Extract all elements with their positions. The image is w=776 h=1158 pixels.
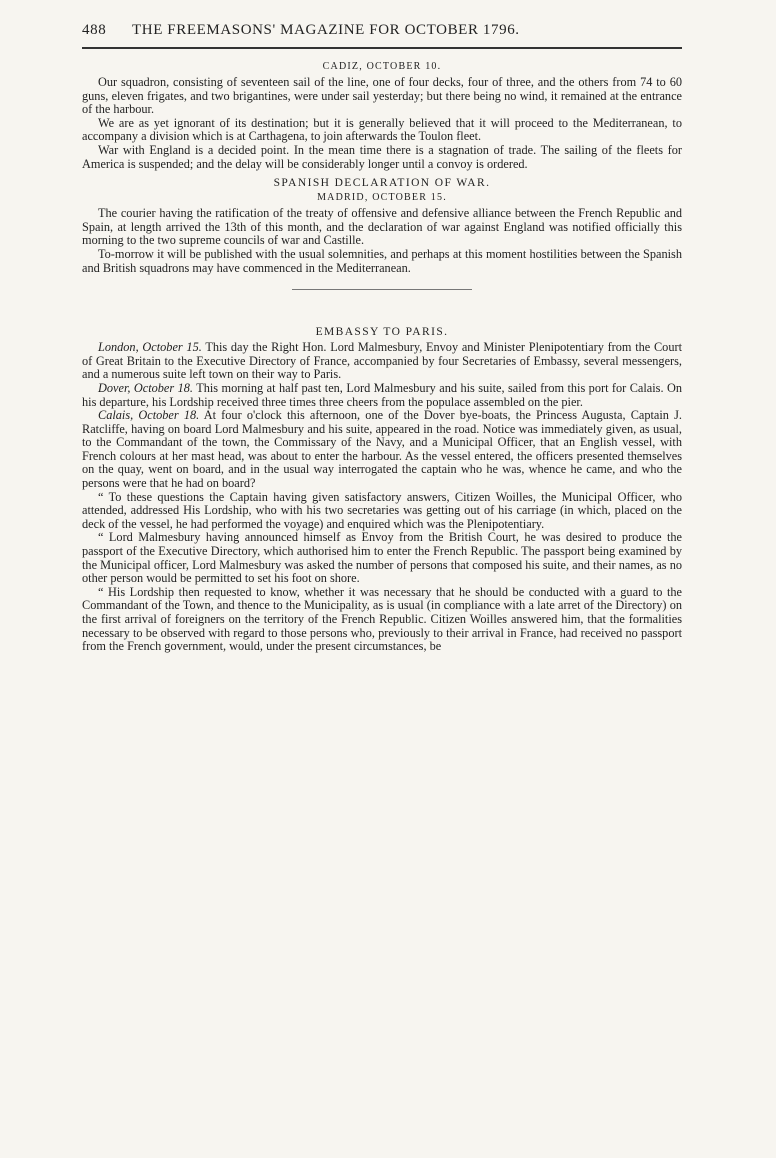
entry-text: This day the Right Hon. Lord Malmesbury, Envoy and Minister Plenipotentiary from the Court of Great Britain to the Executive Directory of France, accompanied by four Secretaries of Embassy, several messengers, and a numerous suite left town on their way to Paris. bbox=[82, 340, 682, 382]
paragraph: The courier having the ratification of the treaty of offensive and defensive alliance between the French Republic and Spain, at length arrived the 13th of this month, and the declaration of war against England was notified officially this morning to the two supreme councils of war and Castille. bbox=[82, 206, 682, 248]
paragraph: Our squadron, consisting of seventeen sail of the line, one of four decks, four of three, and the others from 74 to 60 guns, eleven frigates, and two brigantines, were under sail yesterday; but there being no wind, it remained at the entrance of the harbour. bbox=[82, 75, 682, 117]
paragraph: We are as yet ignorant of its destination; but it is generally believed that it will proceed to the Mediterranean, to accompany a division which is at Carthagena, to join afterwards the Toulon fleet. bbox=[82, 115, 682, 144]
page-number: 488 bbox=[82, 22, 107, 38]
entry-place: Dover, October 18. bbox=[98, 380, 193, 395]
cadiz-section bbox=[82, 61, 682, 171]
entry-place: London, October 15. bbox=[98, 340, 202, 355]
section-gap bbox=[82, 290, 682, 320]
paragraph: “ His Lordship then requested to know, whether it was necessary that he should be conducted with a guard to the Commandant of the Town, and thence to the Municipality, as is usual (in compliance with a late arret of the Directory) on the first arrival of foreigners on the territory of the French Republic. Citizen Woilles answered him, that the formalities necessary to be observed with regard to those persons who, previously to their arrival in France, had received no passport from the French government, would, under the present circumstances, be bbox=[82, 584, 682, 654]
header-rule bbox=[82, 47, 682, 49]
entry-text: At four o'clock this afternoon, one of the Dover bye-boats, the Princess Augusta, Captain J. Ratcliffe, having on board Lord Malmesbury and his suite, appeared in the road. Notice was immediately given, as usual, to the Commandant of the town, the Commissary of the Navy, and a Municipal Officer, that an English vessel, with French colours at her mast head, was about to enter the harbour. As the vessel entered, the officers presented themselves on the quay, went on board, and in the usual way interrogated the captain who he was, whence he came, and who the persons were that he had on board? bbox=[82, 408, 682, 491]
paragraph: “ Lord Malmesbury having announced himself as Envoy from the British Court, he was desired to produce the passport of the Executive Directory, which authorised him to enter the French Republic. The passport being examined by the Municipal officer, Lord Malmesbury was asked the number of persons that composed his suite, and their names, as no other person would be permitted to set his foot on shore. bbox=[82, 530, 682, 586]
embassy-title: EMBASSY TO PARIS. bbox=[315, 326, 449, 339]
running-title: THE FREEMASONS' MAGAZINE FOR OCTOBER 1796. bbox=[132, 22, 520, 38]
paragraph: War with England is a decided point. In the mean time there is a stagnation of trade. The sailing of the fleets for America is suspended; and the delay will be considerably longer until a convoy is ordered. bbox=[82, 142, 682, 171]
madrid-dateline: MADRID, OCTOBER 15. bbox=[317, 192, 447, 204]
running-header bbox=[82, 22, 682, 47]
cadiz-dateline: CADIZ, OCTOBER 10. bbox=[322, 61, 442, 72]
entry-place: Calais, October 18. bbox=[98, 408, 200, 423]
dated-entry bbox=[82, 409, 682, 491]
dated-entry bbox=[82, 341, 682, 382]
spanish-section bbox=[82, 177, 682, 290]
magazine-page bbox=[82, 22, 682, 654]
paragraph: To-morrow it will be published with the usual solemnities, and perhaps at this moment hostilities between the Spanish and British squadrons may have commenced in the Mediterranean. bbox=[82, 246, 682, 275]
embassy-section bbox=[82, 326, 682, 654]
paragraph: “ To these questions the Captain having given satisfactory answers, Citizen Woilles, the Municipal Officer, who attended, addressed His Lordship, who with his two secretaries was getting out of his carriage (in which, placed on the deck of the vessel, he had performed the voyage) and enquired which was the Plenipotentiary. bbox=[82, 489, 682, 531]
entry-text: This morning at half past ten, Lord Malmesbury and his suite, sailed from this port for Calais. On his departure, his Lordship received three times three cheers from the populace assembled on the pier. bbox=[82, 380, 682, 409]
dated-entry bbox=[82, 382, 682, 409]
spanish-title: SPANISH DECLARATION OF WAR. bbox=[273, 177, 491, 190]
